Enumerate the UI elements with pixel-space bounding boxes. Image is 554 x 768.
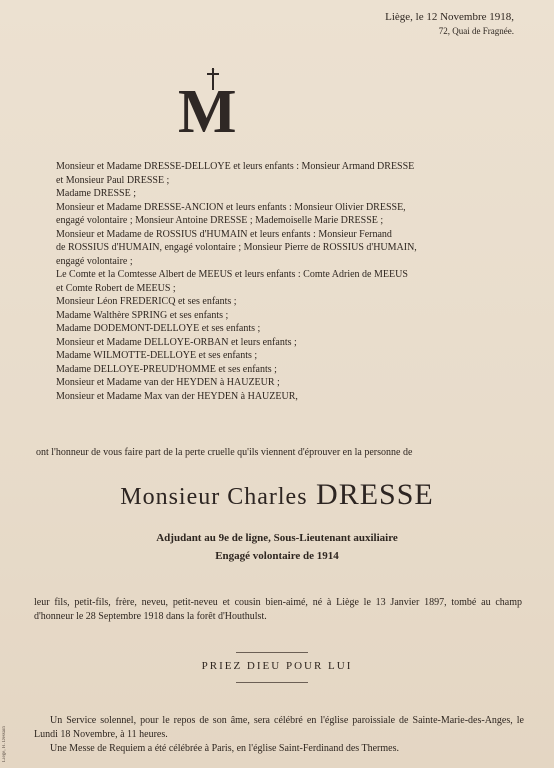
mourner-line: Madame Walthère SPRING et ses enfants ; — [56, 309, 229, 321]
service-line: Une Messe de Requiem a été célébrée à Paris, en l'église Saint-Ferdinand des Thermes. — [50, 743, 399, 754]
mourner-line: Madame DODEMONT-DELLOYE et ses enfants ; — [56, 323, 261, 334]
intro-text: ont l'honneur de vous faire part de la perte cruelle qu'ils viennent d'éprouver en la personne de — [36, 447, 413, 458]
header-date — [385, 10, 514, 38]
mourners-list — [56, 160, 524, 403]
service-info — [34, 714, 524, 756]
rank-line-2: Engagé volontaire de 1914 — [215, 550, 339, 562]
mourner-line: Le Comte et la Comtesse Albert de MEEUS et leurs enfants : Comte Adrien de MEEUS — [56, 269, 408, 280]
address-line: 72, Quai de Fragnée. — [438, 26, 514, 36]
mourner-line: Monsieur et Madame DELLOYE-ORBAN et leurs enfants ; — [56, 336, 297, 348]
mourner-line: et Comte Robert de MEEUS ; — [56, 282, 176, 294]
mourner-line: de ROSSIUS d'HUMAIN, engagé volontaire ; Monsieur Pierre de ROSSIUS d'HUMAIN, — [56, 242, 417, 253]
mourner-line: Madame DELLOYE-PREUD'HOMME et ses enfants ; — [56, 363, 277, 375]
rank-line-1: Adjudant au 9e de ligne, Sous-Lieutenant auxiliaire — [156, 532, 398, 544]
mourner-line: Madame DRESSE ; — [56, 188, 136, 199]
deceased-name — [0, 478, 554, 512]
mourner-line: Madame WILMOTTE-DELLOYE et ses enfants ; — [56, 350, 258, 361]
relation-text: leur fils, petit-fils, frère, neveu, petit-neveu et cousin bien-aimé, né à Liège le 13 Janvier 1897, tombé au champ d'honneur le 28 Septembre 1918 dans la forêt d'Houthulst. — [34, 597, 522, 622]
mourner-line: et Monsieur Paul DRESSE ; — [56, 174, 170, 186]
rank-block — [0, 529, 554, 565]
printer-imprint: Liège, H. Dessain — [2, 726, 7, 762]
mourner-line: Monsieur et Madame Max van der HEYDEN à HAUZEUR, — [56, 390, 298, 402]
deceased-surname: DRESSE — [316, 478, 434, 511]
mourner-line: Monsieur et Madame DRESSE-ANCION et leurs enfants : Monsieur Olivier DRESSE, — [56, 201, 406, 213]
date-line: Liège, le 12 Novembre 1918, — [385, 11, 514, 23]
mourner-line: engagé volontaire ; — [56, 255, 133, 267]
divider-bottom — [236, 682, 308, 683]
marian-monogram — [174, 68, 254, 146]
service-line: Un Service solennel, pour le repos de son âme, sera célébré en l'église paroissiale de Sainte-Marie-des-Anges, le Lundi 18 Novembre, à 11 heures. — [34, 715, 524, 740]
divider-top — [236, 652, 308, 653]
mourner-line: Monsieur et Madame DRESSE-DELLOYE et leurs enfants : Monsieur Armand DRESSE — [56, 161, 415, 172]
prayer-heading: PRIEZ DIEU POUR LUI — [201, 660, 353, 672]
deceased-prefix: Monsieur Charles — [120, 484, 308, 510]
monogram-letter: M — [178, 78, 237, 146]
mourner-line: Monsieur et Madame van der HEYDEN à HAUZEUR ; — [56, 377, 280, 388]
mourner-line: engagé volontaire ; Monsieur Antoine DRESSE ; Mademoiselle Marie DRESSE ; — [56, 215, 384, 226]
mourner-line: Monsieur Léon FREDERICQ et ses enfants ; — [56, 296, 237, 307]
mourner-line: Monsieur et Madame de ROSSIUS d'HUMAIN et leurs enfants : Monsieur Fernand — [56, 228, 392, 240]
